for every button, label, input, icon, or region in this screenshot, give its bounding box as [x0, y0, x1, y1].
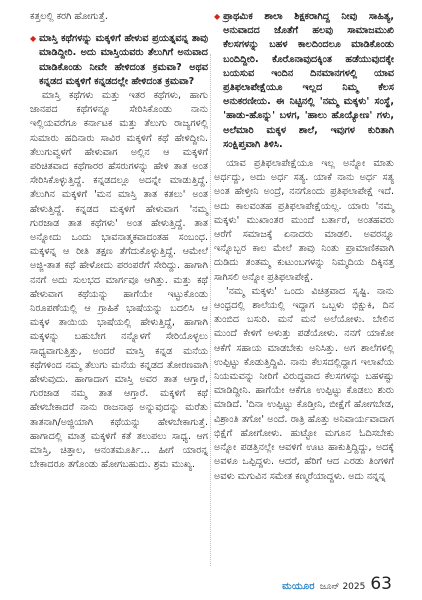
answer-paragraph: ಮಾಸ್ತಿ ಕಥೆಗಳು ಮತ್ತು ಇತರ ಕಥೆಗಳು, ಹಾಗು ಜಾನಪದ ಕಥೆಗಳನ್ನೂ ಸೇರಿಸಿಕೊಂಡು ನಾನು ಇಲ್ಲಿಯವರೆಗೂ ಕರ್ನಾಟಕ ಮತ್ತು ತೆಲುಗು ರಾಜ್ಯಗಳಲ್ಲಿ ಸುಮಾರು ಹದಿನಾರು ಸಾವಿರ ಮಕ್ಕಳಿಗೆ ಕಥೆ ಹೇಳಿದ್ದೀನಿ. ತೆಲುಗುವ್ವಳಗೆ ಹೇಳುವಾಗ ಅಲ್ಲಿನ ಆ ಮಕ್ಕಳಿಗೆ ಪರಿಚಿತವಾದ ಕಥೆಗಾರರ ಹೆಸರುಗಳನ್ನು ಹೇಳಿ ತಾತ ಅಂತ ಸೇರಿಸಿಕೊಳ್ಳುತ್ತಿದ್ದೆ. ಕನ್ನಡದಲ್ಲೂ ಅದನ್ನೇ ಮಾಡುತ್ತಿದ್ದೆ. ತೆಲುಗಿನ ಮಕ್ಕಳಿಗೆ 'ಮನ ಮಾಸ್ತಿ ತಾತ ಕತಲು' ಅಂತ ಹೇಳುತ್ತಿದ್ದೆ. ಕನ್ನಡದ ಮಕ್ಕಳಿಗೆ ಹೇಳುವಾಗ 'ನಮ್ಮ ಗುರಜಾಡ ತಾತ ಕಥೆಗಳು' ಅಂತ ಹೇಳುತ್ತಿದ್ದೆ. ತಾತ ಅನ್ನೋದು ಒಂದು ಭಾವನಾತ್ಮಕವಾದಂತಹ ಸಂಬಂಧ. ಮಕ್ಕಳನ್ನ ಆ ರೀತಿ ತಕ್ಷಣ ತೆಗೆದುಕೊಳ್ಳುತ್ತಿದ್ದೆ. ಆಮೇಲೆ ಅಜ್ಜಿ-ತಾತ ಕಥೆ ಹೇಳೋದು ಪರಂಪರೆಗೆ ಸೇರಿದ್ದು. ಹಾಗಾಗಿ ನನಗೆ ಅದು ಸುಲಭದ ಮಾರ್ಗವೂ ಆಗಿತ್ತು. ಮತ್ತು ಕಥೆ ಹೇಳುವಾಗ ಕಥೆಯನ್ನು ಹಾಗೆಯೇ ಇಟ್ಟುಕೊಂಡು ನಿರೂಪಣೆಯಲ್ಲಿ ಆ ಗ್ರಾಹಿಕೆ ಭಾಷೆಯನ್ನು ಬದಲಿಸಿ ಆ ಮಕ್ಕಳ ತಾಯಿಯ ಭಾಷೆಯಲ್ಲಿ ಹೇಳುತ್ತಿದ್ದೆ, ಹಾಗಾಗಿ ಮಕ್ಕಳನ್ನು ಬಹುಬೇಗ ನನ್ನೊಳಗೆ ಸೇರಿಯೊಳ್ಳಲು ಸಾಧ್ಯವಾಗುತ್ತಿತ್ತು, ಅಂದರೆ ಮಾಸ್ತಿ ಕನ್ನಡ ಮನೆಯ ಕಥೆಗಳಿಂದ ನಮ್ಮ ತೆಲುಗು ಮನೆಯ ಕನ್ನಡದ ತೋರಣವಾಗಿ ಹೇಳುವುದು. ಹಾಗಾದಾಗ ಮಾಸ್ತಿ ಅವರ ತಾತ ಆಗ್ತಾರೆ, ಗುರಜಾಡ ನಮ್ಮ ತಾತ ಆಗ್ತಾರೆ. ಮಕ್ಕಳಿಗೆ ಕಥೆ ಹೇಳಬೇಕಾದರೆ ನಾನು ರಾಜನಾಥ ಅನ್ನುವುದನ್ನು ಮರೆತು ತಾತನಾಗಿ/ಅಜ್ಜಿಯಾಗಿ ಕಥೆಯನ್ನು ಹೇಳಬೇಕಾಗುತ್ತೆ. ಹಾಗಾದಲ್ಲಿ ಮಾತ್ರ ಮಕ್ಕಳಿಗೆ ಕತೆ ತಲುಪಲು ಸಾಧ್ಯ. ಆಗ ಮಾಸ್ತಿ, ಚಿತ್ತಾಲ, ಆನಂತಮೂರ್ತಿ... ಹೀಗೆ ಯಾರನ್ನ ಬೇಕಾದರೂ ತಗೊಂಡು ಹೋಗಬಹುದು. ಶ್ರಮ ಮುಖ್ಯ. [30, 90, 208, 471]
interview-question [30, 32, 208, 89]
answer-paragraph: ಯಾವ ಪ್ರತಿಫಲಾಪೇಕ್ಷೆಯೂ ಇಲ್ಲ ಅನ್ನೋ ಮಾತು ಅರ್ಧದ್ದು, ಅದು ಅರ್ಧ ಸತ್ಯ. ಯಾಕೆ ನಾನು ಅರ್ಧ ಸತ್ಯ ಅಂತ ಹೇಳ್ತೀನಿ ಅಂದ್ರೆ, ನನಗೊಂದು ಪ್ರತಿಫಲಾಪೇಕ್ಷೆ ಇದೆ. ಅದು ಕಾಲವಂತಹ ಪ್ರತಿಫಲಾಪೇಕ್ಷೆಯಲ್ಲ. ಯಾರು 'ನಮ್ಮ ಮಕ್ಕಳು' ಮುಖಾಂತರ ಮುಂದೆ ಬರ್ತಾರೆ, ಅಂತಹವರು ಆರೆಗೆ ಸಮಾಜಕ್ಕೆ ಏನಾದರು ಮಾಡಲಿ. ಅವರನ್ನೂ ಇನ್ನೊಬ್ಬರ ಕಾಲ ಮೇಲೆ ತಾವು ನಿಂತು ಪ್ರಾಮಾಣಿಕವಾಗಿ ದುಡಿದು ತಂತಮ್ಮ ಕುಟುಂಬಗಳನ್ನು ನಿಮ್ಮದಿಯ ದಿಕ್ಕಿನತ್ತ ಸಾಗಿಸಲಿ ಅನ್ನೋ ಪ್ರತಿಫಲಾಪೇಕ್ಷೆ. [214, 158, 394, 283]
interview-question [214, 10, 394, 152]
issue-date: ಜೂನ್ 2025 [319, 582, 366, 592]
page-number: 63 [370, 574, 392, 594]
question-text: ಮಾಸ್ತಿ ಕಥೆಗಳನ್ನು ಮಕ್ಕಳಿಗೆ ಹೇಳುವ ಪ್ರಯತ್ನವನ್ನ ತಾವು ಮಾಡಿದ್ದೀರಿ. ಅದು ಮಾಸ್ತಿಯವರು ತೆಲುಗಿಗೆ ಅನುವಾದ ಮಾಡಿಕೊಂಡು ನೀವೇ ಹೇಳಿದಂತ ಕ್ರಮವಾ? ಅಥವ ಕನ್ನಡದ ಮಕ್ಕಳಿಗೆ ಕನ್ನಡದಲ್ಲೇ ಹೇಳಿದಂತ ಕ್ರಮವಾ? [39, 33, 208, 87]
right-column [214, 10, 394, 484]
red-diamond-bullet-icon: ◆ [214, 12, 221, 21]
left-column [30, 10, 208, 473]
red-diamond-bullet-icon: ◆ [30, 34, 37, 44]
page-footer [282, 574, 392, 594]
column-divider [210, 54, 211, 566]
magazine-name: ಮಯೂರ [282, 581, 315, 592]
question-text: ಪ್ರಾಥಮಿಕ ಶಾಲಾ ಶಿಕ್ಷಕರಾಗಿದ್ದ ನೀವು ಸಾಹಿತ್ಯ, ಅನುವಾದದ ಜೊತೆಗೆ ಹಲವು ಸಾಮಾಜಮುಖಿ ಕೆಲಸಗಳನ್ನು ಬಹಳ ಕಾಲದಿಂದಲೂ ಮಾಡಿಕೊಂಡು ಬಂದಿದ್ದೀರಿ. ಕೊರೊನಾವುದಕ್ಕಿಂತ ಹಡೆಯುವುದಕ್ಕೇ ಬಯಸುವ ಇಂದಿನ ದಿನಮಾನಗಳಲ್ಲಿ ಯಾವ ಪ್ರತಿಫಲಾಪೇಕ್ಷೆಯೂ ಇಲ್ಲದ ನಿಮ್ಮ ಕೆಲಸ ಅನುಕರಣೀಯ. ಈ ನಿಟ್ಟಿನಲ್ಲಿ 'ನಮ್ಮ ಮಕ್ಕಳು' ಸಂಸ್ಥೆ, 'ಹಾಡು-ಹೊನ್ನು' ಬಳಗ, 'ಹಾಲು ಹೊಯ್ಯೋಣ' ಗಳು, ಅಲೆಮಾರಿ ಮಕ್ಕಳ ಶಾಲೆ, ಇವುಗಳ ಕುರಿತಾಗಿ ಸಂಕ್ಷಿಪ್ತವಾಗಿ ತಿಳಿಸಿ. [223, 11, 394, 150]
paragraph-continued: ಕತ್ತಲಲ್ಲಿ ಕರಗಿ ಹೋಗುತ್ತೆ. [30, 11, 108, 22]
answer-paragraph: 'ನಮ್ಮ ಮಕ್ಕಳು' ಒಂದು ವಿಚಿತ್ರವಾದ ಸೃಷ್ಟಿ. ನಾನು ಆಂಧ್ರದಲ್ಲಿ ಶಾಲೆಯಲ್ಲಿ ಇದ್ದಾಗ ಒಬ್ಬಳು ಭಿಕ್ಷುಕಿ, ದಿನ ತುಂಬಿದ ಬಸುರಿ. ಮನೆ ಮನೆ ಅಲೆಯೋಳು. ಬೇಲಿನ ಮುಂದೆ ಕೇಳಿಗೆ ಅಳುತ್ತು ಪಡೆಯೋಳು. ನನಗೆ ಯಾಕೋ ಆಕೆಗೆ ಸಹಾಯ ಮಾಡಬೇಕು ಅನಿಸಿತ್ತು. ಅಗ ಶಾಲೆಗಳಲ್ಲಿ ಉಪ್ಪಿಟ್ಟು ಕೊಡುತ್ತಿದ್ದಿವಿ. ನಾನು ಕೆಲಸದಲ್ಲಿದ್ದಾಗ ಇಲಾಖೆಯ ನಿಯಮವನ್ನು ನೀರಿಗೆ ವಿರುದ್ಧವಾದ ಕೆಲಸಗಳನ್ನು ಬಹಳಷ್ಟು ಮಾಡಿದ್ದೀನಿ. ಹಾಗೆಯೇ ಆಕೆಗೂ ಉಪ್ಪಿಟ್ಟು ಕೊಡಲು ಶುರು ಮಾಡಿದೆ. 'ದಿನಾ ಉಪ್ಪಿಟ್ಟು ಕೊಡ್ತೀನಿ, ಬೀಕ್ಷೆಗೆ ಹೋಗಬೇಡ, ವಿಶ್ರಾಂತಿ ತಗೋ' ಅಂದೆ. ರಾತ್ರಿ ಹೊತ್ತು ಅನಿವಾರ್ಯವಾದಾಗ ಭಿಕ್ಷೆಗೆ ಹೋಗೋಳು. ಹುಟ್ಟೋ ಮಗೂನ ಓದಿಸಬೇಕು ಅನ್ನೋ ಪಡತ್ತಿನಲ್ಲೇ ಆವಳಿಗೆ ಊಟ ಹಾಕುತ್ತಿದ್ದಿದ್ದು, ಅದಕ್ಕೆ ಅವಳೂ ಒಪ್ಪಿದ್ದಳು. ಆದರೆ, ಹೆರಿಗೆ ಆದ ಎರಡು ತಿಂಗಳಿಗೆ ಅವಳು ಮಗುವಿನ ಸಮೇತ ಕಣ್ಮರೆಯಾದ್ದಳು. ಅದು ನನ್ನನ್ನ [214, 285, 394, 482]
